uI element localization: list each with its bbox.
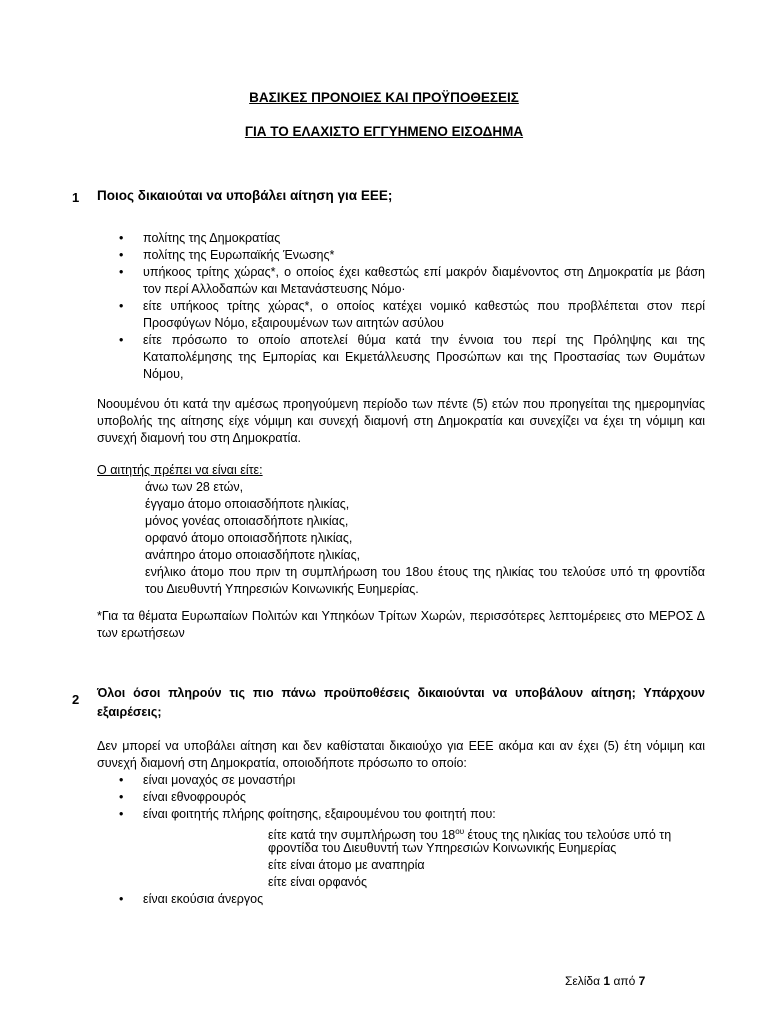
either-item: άνω των 28 ετών, [145, 480, 244, 494]
either-item: έγγαμο άτομο οποιασδήποτε ηλικίας, [145, 497, 350, 511]
bullet-icon: • [119, 790, 124, 804]
list-item: • είτε υπήκοος τρίτης χώρας*, ο οποίος κατέχει νομικό καθεστώς που προβλέπεται στον περί Προσφύγων Νόμο, εξαιρουμένων των αιτητών ασύλου [119, 299, 705, 330]
residence-paragraph: Νοουμένου ότι κατά την αμέσως προηγούμενη περίοδο των πέντε (5) ετών που προηγείται της ημερομηνίας υποβολής της αίτησης είχε νόμιμη και συνεχή διαμονή στη Δημοκρατία και συνεχίζει να έχει τη νόμιμη και συνεχή διαμονή του στη Δημοκρατία. [97, 397, 705, 445]
bullet-icon: • [119, 248, 124, 262]
either-item: ανάπηρο άτομο οποιασδήποτε ηλικίας, [145, 548, 361, 562]
list-item: • πολίτης της Ευρωπαϊκής Ένωσης* [119, 248, 335, 262]
bullet-icon: • [119, 265, 124, 279]
student-exception-item: είτε είναι άτομο με αναπηρία [268, 858, 425, 872]
bullet-icon: • [119, 333, 124, 347]
document-subtitle: ΓΙΑ ΤΟ ΕΛΑΧΙΣΤΟ ΕΓΓΥΗΜΕΝΟ ΕΙΣΟΔΗΜΑ [244, 124, 524, 139]
bullet-icon: • [119, 892, 124, 906]
list-item: • είναι φοιτητής πλήρης φοίτησης, εξαιρουμένου του φοιτητή που: [119, 807, 496, 821]
student-exception-item: είτε κατά την συμπλήρωση του $18^{o\upsilon}$ έτους της ηλικίας του τελούσε υπό τη [268, 827, 672, 843]
page-number: Σελίδα 1 από 7 [565, 974, 646, 988]
question-number: 1 [72, 190, 80, 205]
list-item: • είναι εκούσια άνεργος [119, 892, 264, 906]
document-title: ΒΑΣΙΚΕΣ ΠΡΟΝΟΙΕΣ ΚΑΙ ΠΡΟΫΠΟΘΕΣΕΙΣ [249, 90, 519, 105]
bullet-icon: • [119, 299, 124, 313]
bullet-icon: • [119, 807, 124, 821]
list-item: • είναι εθνοφρουρός [119, 790, 246, 804]
list-item: • είτε πρόσωπο το οποίο αποτελεί θύμα κατά την έννοια του περί της Πρόληψης και της Καταπολέμησης της Εμπορίας και Εκμετάλλευσης Προσώπων και της Προστασίας των Θυμάτων Νόμου, [119, 333, 705, 381]
either-heading: Ο αιτητής πρέπει να είναι είτε: [97, 463, 263, 477]
exceptions-intro: Δεν μπορεί να υποβάλει αίτηση και δεν καθίσταται δικαιούχο για ΕΕΕ ακόμα και αν έχει (5) έτη νόμιμη και συνεχή διαμονή στη Δημοκρατία, οποιοδήποτε πρόσωπο το οποίο: [97, 739, 705, 770]
eligibility-list [115, 230, 705, 383]
either-item: ορφανό άτομο οποιασδήποτε ηλικίας, [145, 531, 353, 545]
list-item: • είναι μοναχός σε μοναστήρι [119, 773, 296, 787]
exceptions-list [115, 772, 705, 823]
student-exception-continuation: φροντίδα του Διευθυντή των Υπηρεσιών Κοινωνικής Ευημερίας [268, 841, 617, 855]
either-item: μόνος γονέας οποιασδήποτε ηλικίας, [145, 514, 349, 528]
either-item: ενήλικο άτομο που πριν τη συμπλήρωση του 18ου έτους της ηλικίας του τελούσε υπό τη φροντίδα του Διευθυντή Υπηρεσιών Κοινωνικής Ευημερίας. [145, 565, 705, 596]
footnote: *Για τα θέματα Ευρωπαίων Πολιτών και Υπηκόων Τρίτων Χωρών, περισσότερες λεπτομέρειες στο ΜΕΡΟΣ Δ των ερωτήσεων [97, 609, 705, 640]
bullet-icon: • [119, 231, 124, 245]
exceptions-list-continued [115, 891, 705, 908]
question-text: Ποιος δικαιούται να υποβάλει αίτηση για ΕΕΕ; [97, 188, 393, 203]
student-exception-item: είτε είναι ορφανός [268, 875, 368, 889]
question-text: Όλοι όσοι πληρούν τις πιο πάνω προϋποθέσεις δικαιούνται να υποβάλουν αίτηση; Υπάρχουν εξαιρέσεις; [97, 686, 705, 719]
question-number: 2 [72, 692, 80, 707]
list-item: • υπήκοος τρίτης χώρας*, ο οποίος έχει καθεστώς επί μακρόν διαμένοντος στη Δημοκρατία με βάση τον περί Αλλοδαπών και Μετανάστευσης Νόμο· [119, 265, 705, 296]
bullet-icon: • [119, 773, 124, 787]
list-item: • πολίτης της Δημοκρατίας [119, 231, 281, 245]
